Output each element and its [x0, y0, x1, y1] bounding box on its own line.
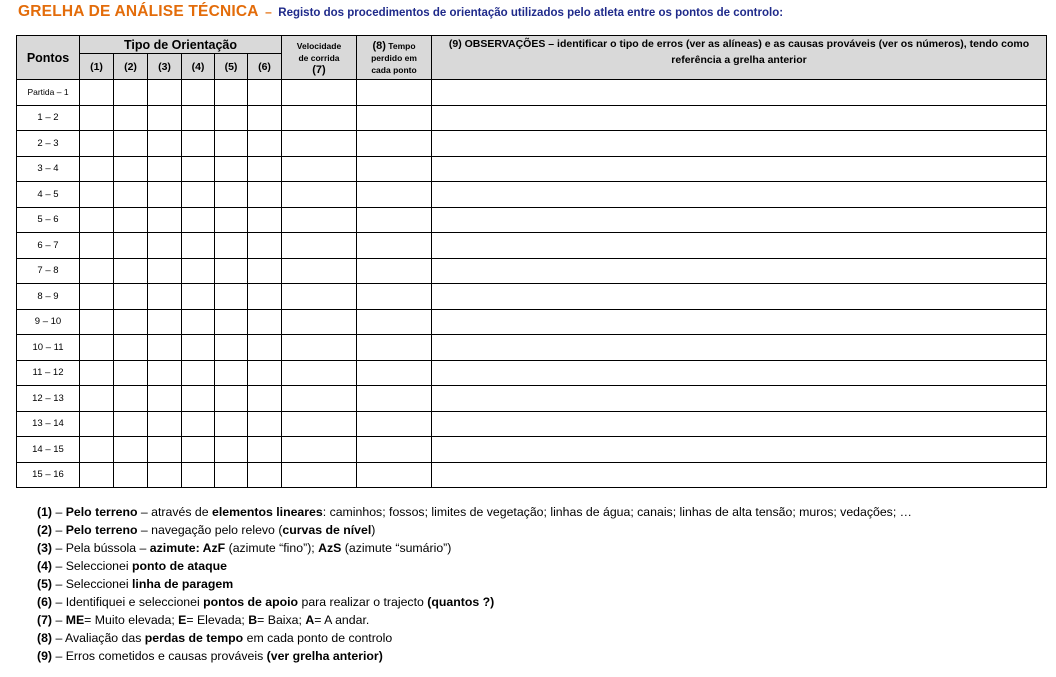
header-tipo-4: (4): [182, 54, 215, 80]
entry-cell[interactable]: [282, 182, 357, 208]
entry-cell[interactable]: [182, 80, 215, 106]
entry-cell[interactable]: [80, 462, 114, 488]
entry-cell[interactable]: [80, 207, 114, 233]
legend-item-1: (1) – Pelo terreno – através de elementos lineares: caminhos; fossos; limites de vegetação; linhas de água; canais; linhas de alta tensão; muros; vedações; …: [37, 505, 912, 519]
row-leg-label: 10 – 11: [17, 335, 80, 361]
entry-cell[interactable]: [215, 182, 248, 208]
entry-cell[interactable]: [182, 360, 215, 386]
entry-cell[interactable]: [215, 105, 248, 131]
entry-cell[interactable]: [182, 156, 215, 182]
entry-cell[interactable]: [248, 437, 282, 463]
entry-cell[interactable]: [182, 233, 215, 259]
entry-cell[interactable]: [80, 360, 114, 386]
entry-cell[interactable]: [432, 360, 1047, 386]
entry-cell[interactable]: [182, 462, 215, 488]
entry-cell[interactable]: [432, 335, 1047, 361]
entry-cell[interactable]: [215, 386, 248, 412]
entry-cell[interactable]: [357, 156, 432, 182]
entry-cell[interactable]: [80, 182, 114, 208]
entry-cell[interactable]: [282, 131, 357, 157]
entry-cell[interactable]: [357, 131, 432, 157]
table-row: [17, 80, 1047, 106]
entry-cell[interactable]: [148, 462, 182, 488]
entry-cell[interactable]: [148, 207, 182, 233]
entry-cell[interactable]: [432, 80, 1047, 106]
entry-cell[interactable]: [80, 411, 114, 437]
entry-cell[interactable]: [357, 284, 432, 310]
table-row: [17, 131, 1047, 157]
row-leg-label: 7 – 8: [17, 258, 80, 284]
entry-cell[interactable]: [248, 462, 282, 488]
title-main: GRELHA DE ANÁLISE TÉCNICA: [18, 3, 259, 20]
entry-cell[interactable]: [182, 386, 215, 412]
header-tipo-2: (2): [114, 54, 148, 80]
entry-cell[interactable]: [248, 80, 282, 106]
entry-cell[interactable]: [432, 182, 1047, 208]
entry-cell[interactable]: [282, 437, 357, 463]
legend-item-5: (5) – Seleccionei linha de paragem: [37, 577, 234, 591]
entry-cell[interactable]: [148, 105, 182, 131]
entry-cell[interactable]: [182, 207, 215, 233]
entry-cell[interactable]: [248, 258, 282, 284]
entry-cell[interactable]: [148, 360, 182, 386]
entry-cell[interactable]: [432, 258, 1047, 284]
row-leg-label: 15 – 16: [17, 462, 80, 488]
entry-cell[interactable]: [182, 411, 215, 437]
row-leg-label: 2 – 3: [17, 131, 80, 157]
table-row: [17, 309, 1047, 335]
entry-cell[interactable]: [357, 360, 432, 386]
entry-cell[interactable]: [248, 411, 282, 437]
entry-cell[interactable]: [80, 131, 114, 157]
header-obs-title: OBSERVAÇÕES: [464, 38, 546, 50]
entry-cell[interactable]: [357, 233, 432, 259]
entry-cell[interactable]: [248, 156, 282, 182]
header-velocidade-line2: de corrida: [298, 52, 340, 63]
entry-cell[interactable]: [248, 284, 282, 310]
entry-cell[interactable]: [80, 105, 114, 131]
entry-cell[interactable]: [248, 105, 282, 131]
entry-cell[interactable]: [432, 284, 1047, 310]
entry-cell[interactable]: [282, 207, 357, 233]
header-observacoes: [432, 36, 1047, 80]
entry-cell[interactable]: [148, 233, 182, 259]
header-tipo-orientacao: Tipo de Orientação: [80, 36, 282, 54]
header-tempo-line3: cada ponto: [371, 64, 417, 75]
entry-cell[interactable]: [148, 411, 182, 437]
entry-cell[interactable]: [432, 105, 1047, 131]
table-row: [17, 335, 1047, 361]
entry-cell[interactable]: [182, 437, 215, 463]
row-leg-label: 6 – 7: [17, 233, 80, 259]
entry-cell[interactable]: [114, 360, 148, 386]
entry-cell[interactable]: [80, 233, 114, 259]
row-leg-label: 8 – 9: [17, 284, 80, 310]
entry-cell[interactable]: [114, 182, 148, 208]
entry-cell[interactable]: [80, 284, 114, 310]
entry-cell[interactable]: [357, 80, 432, 106]
entry-cell[interactable]: [215, 80, 248, 106]
entry-cell[interactable]: [182, 309, 215, 335]
entry-cell[interactable]: [248, 233, 282, 259]
entry-cell[interactable]: [357, 335, 432, 361]
entry-cell[interactable]: [248, 335, 282, 361]
entry-cell[interactable]: [182, 284, 215, 310]
entry-cell[interactable]: [80, 156, 114, 182]
entry-cell[interactable]: [357, 207, 432, 233]
table-row: [17, 156, 1047, 182]
legend-item-4: (4) – Seleccionei ponto de ataque: [37, 559, 227, 573]
header-tipo-3: (3): [148, 54, 182, 80]
legend-item-6: (6) – Identifiquei e seleccionei pontos de apoio para realizar o trajecto (quantos ?): [37, 595, 495, 609]
entry-cell[interactable]: [148, 156, 182, 182]
entry-cell[interactable]: [282, 309, 357, 335]
row-leg-label: 1 – 2: [17, 105, 80, 131]
title-subtitle: Registo dos procedimentos de orientação utilizados pelo atleta entre os pontos de controlo:: [278, 7, 784, 19]
entry-cell[interactable]: [282, 233, 357, 259]
row-leg-label: 13 – 14: [17, 411, 80, 437]
row-leg-label: Partida – 1: [17, 80, 80, 106]
entry-cell[interactable]: [215, 156, 248, 182]
legend-item-8: (8) – Avaliação das perdas de tempo em cada ponto de controlo: [37, 631, 393, 645]
entry-cell[interactable]: [215, 462, 248, 488]
entry-cell[interactable]: [282, 360, 357, 386]
entry-cell[interactable]: [215, 309, 248, 335]
header-tempo-num: (8): [372, 39, 386, 52]
entry-cell[interactable]: [432, 131, 1047, 157]
entry-cell[interactable]: [248, 131, 282, 157]
entry-cell[interactable]: [357, 309, 432, 335]
row-leg-label: 14 – 15: [17, 437, 80, 463]
row-leg-label: 4 – 5: [17, 182, 80, 208]
entry-cell[interactable]: [282, 258, 357, 284]
entry-cell[interactable]: [282, 386, 357, 412]
entry-cell[interactable]: [114, 207, 148, 233]
table-row: [17, 462, 1047, 488]
legend-item-9: (9) – Erros cometidos e causas prováveis (ver grelha anterior): [37, 649, 383, 663]
entry-cell[interactable]: [432, 411, 1047, 437]
entry-cell[interactable]: [114, 233, 148, 259]
entry-cell[interactable]: [80, 80, 114, 106]
legend-item-7: (7) – ME= Muito elevada; E= Elevada; B= Baixa; A= A andar.: [37, 613, 370, 627]
header-obs-num: (9): [448, 38, 462, 50]
entry-cell[interactable]: [432, 156, 1047, 182]
entry-cell[interactable]: [182, 258, 215, 284]
header-tempo-line2: perdido em: [371, 52, 417, 63]
entry-cell[interactable]: [114, 437, 148, 463]
title-dash: –: [265, 5, 272, 19]
entry-cell[interactable]: [182, 182, 215, 208]
entry-cell[interactable]: [148, 258, 182, 284]
entry-cell[interactable]: [357, 386, 432, 412]
entry-cell[interactable]: [282, 284, 357, 310]
table-row: [17, 411, 1047, 437]
table-row: [17, 182, 1047, 208]
entry-cell[interactable]: [148, 335, 182, 361]
entry-cell[interactable]: [215, 207, 248, 233]
entry-cell[interactable]: [114, 131, 148, 157]
entry-cell[interactable]: [114, 462, 148, 488]
entry-cell[interactable]: [148, 309, 182, 335]
entry-cell[interactable]: [432, 386, 1047, 412]
row-leg-label: 12 – 13: [17, 386, 80, 412]
legend-item-2: (2) – Pelo terreno – navegação pelo relevo (curvas de nível): [37, 523, 376, 537]
entry-cell[interactable]: [432, 437, 1047, 463]
entry-cell[interactable]: [148, 284, 182, 310]
entry-cell[interactable]: [248, 386, 282, 412]
header-tipo-1: (1): [80, 54, 114, 80]
entry-cell[interactable]: [432, 207, 1047, 233]
table-row: [17, 284, 1047, 310]
legend: [37, 503, 912, 665]
entry-cell[interactable]: [282, 335, 357, 361]
legend-item-3: (3) – Pela bússola – azimute: AzF (azimute “fino”); AzS (azimute “sumário”): [37, 541, 452, 555]
entry-cell[interactable]: [148, 386, 182, 412]
table-row: [17, 258, 1047, 284]
header-tipo-5: (5): [215, 54, 248, 80]
page-title: [18, 3, 783, 21]
entry-cell[interactable]: [357, 182, 432, 208]
entry-cell[interactable]: [148, 131, 182, 157]
entry-cell[interactable]: [357, 258, 432, 284]
entry-cell[interactable]: [282, 462, 357, 488]
entry-cell[interactable]: [282, 80, 357, 106]
analysis-table: [16, 35, 1047, 488]
entry-cell[interactable]: [114, 386, 148, 412]
entry-cell[interactable]: [215, 360, 248, 386]
entry-cell[interactable]: [80, 386, 114, 412]
entry-cell[interactable]: [215, 437, 248, 463]
entry-cell[interactable]: [357, 437, 432, 463]
entry-cell[interactable]: [248, 309, 282, 335]
entry-cell[interactable]: [357, 105, 432, 131]
header-velocidade-line1: Velocidade: [296, 40, 342, 51]
entry-cell[interactable]: [182, 105, 215, 131]
header-tempo: [357, 36, 432, 80]
entry-cell[interactable]: [215, 233, 248, 259]
entry-cell[interactable]: [282, 105, 357, 131]
header-pontos: Pontos: [17, 36, 80, 80]
entry-cell[interactable]: [114, 156, 148, 182]
entry-cell[interactable]: [215, 131, 248, 157]
entry-cell[interactable]: [114, 80, 148, 106]
header-tempo-line1: Tempo: [388, 40, 416, 51]
entry-cell[interactable]: [114, 309, 148, 335]
table-row: [17, 437, 1047, 463]
table-row: [17, 360, 1047, 386]
entry-cell[interactable]: [357, 411, 432, 437]
entry-cell[interactable]: [148, 437, 182, 463]
table-row: [17, 386, 1047, 412]
entry-cell[interactable]: [248, 207, 282, 233]
row-leg-label: 3 – 4: [17, 156, 80, 182]
header-obs-text: – identificar o tipo de erros (ver as alíneas) e as causas prováveis (ver os números), tendo como referência a grelha anterior: [545, 38, 1030, 66]
entry-cell[interactable]: [248, 182, 282, 208]
row-leg-label: 5 – 6: [17, 207, 80, 233]
entry-cell[interactable]: [215, 335, 248, 361]
entry-cell[interactable]: [432, 309, 1047, 335]
entry-cell[interactable]: [215, 258, 248, 284]
header-velocidade: [282, 36, 357, 80]
entry-cell[interactable]: [80, 258, 114, 284]
entry-cell[interactable]: [432, 233, 1047, 259]
entry-cell[interactable]: [114, 258, 148, 284]
entry-cell[interactable]: [215, 411, 248, 437]
row-leg-label: 9 – 10: [17, 309, 80, 335]
table-row: [17, 105, 1047, 131]
entry-cell[interactable]: [80, 335, 114, 361]
entry-cell[interactable]: [282, 411, 357, 437]
header-tipo-6: (6): [248, 54, 282, 80]
entry-cell[interactable]: [148, 80, 182, 106]
header-velocidade-num: (7): [312, 63, 326, 76]
entry-cell[interactable]: [114, 105, 148, 131]
entry-cell[interactable]: [432, 462, 1047, 488]
entry-cell[interactable]: [182, 131, 215, 157]
entry-cell[interactable]: [80, 309, 114, 335]
entry-cell[interactable]: [80, 437, 114, 463]
row-leg-label: 11 – 12: [17, 360, 80, 386]
entry-cell[interactable]: [148, 182, 182, 208]
entry-cell[interactable]: [114, 284, 148, 310]
entry-cell[interactable]: [282, 156, 357, 182]
table-row: [17, 207, 1047, 233]
entry-cell[interactable]: [114, 335, 148, 361]
entry-cell[interactable]: [248, 360, 282, 386]
entry-cell[interactable]: [357, 462, 432, 488]
entry-cell[interactable]: [215, 284, 248, 310]
entry-cell[interactable]: [114, 411, 148, 437]
table-row: [17, 233, 1047, 259]
entry-cell[interactable]: [182, 335, 215, 361]
